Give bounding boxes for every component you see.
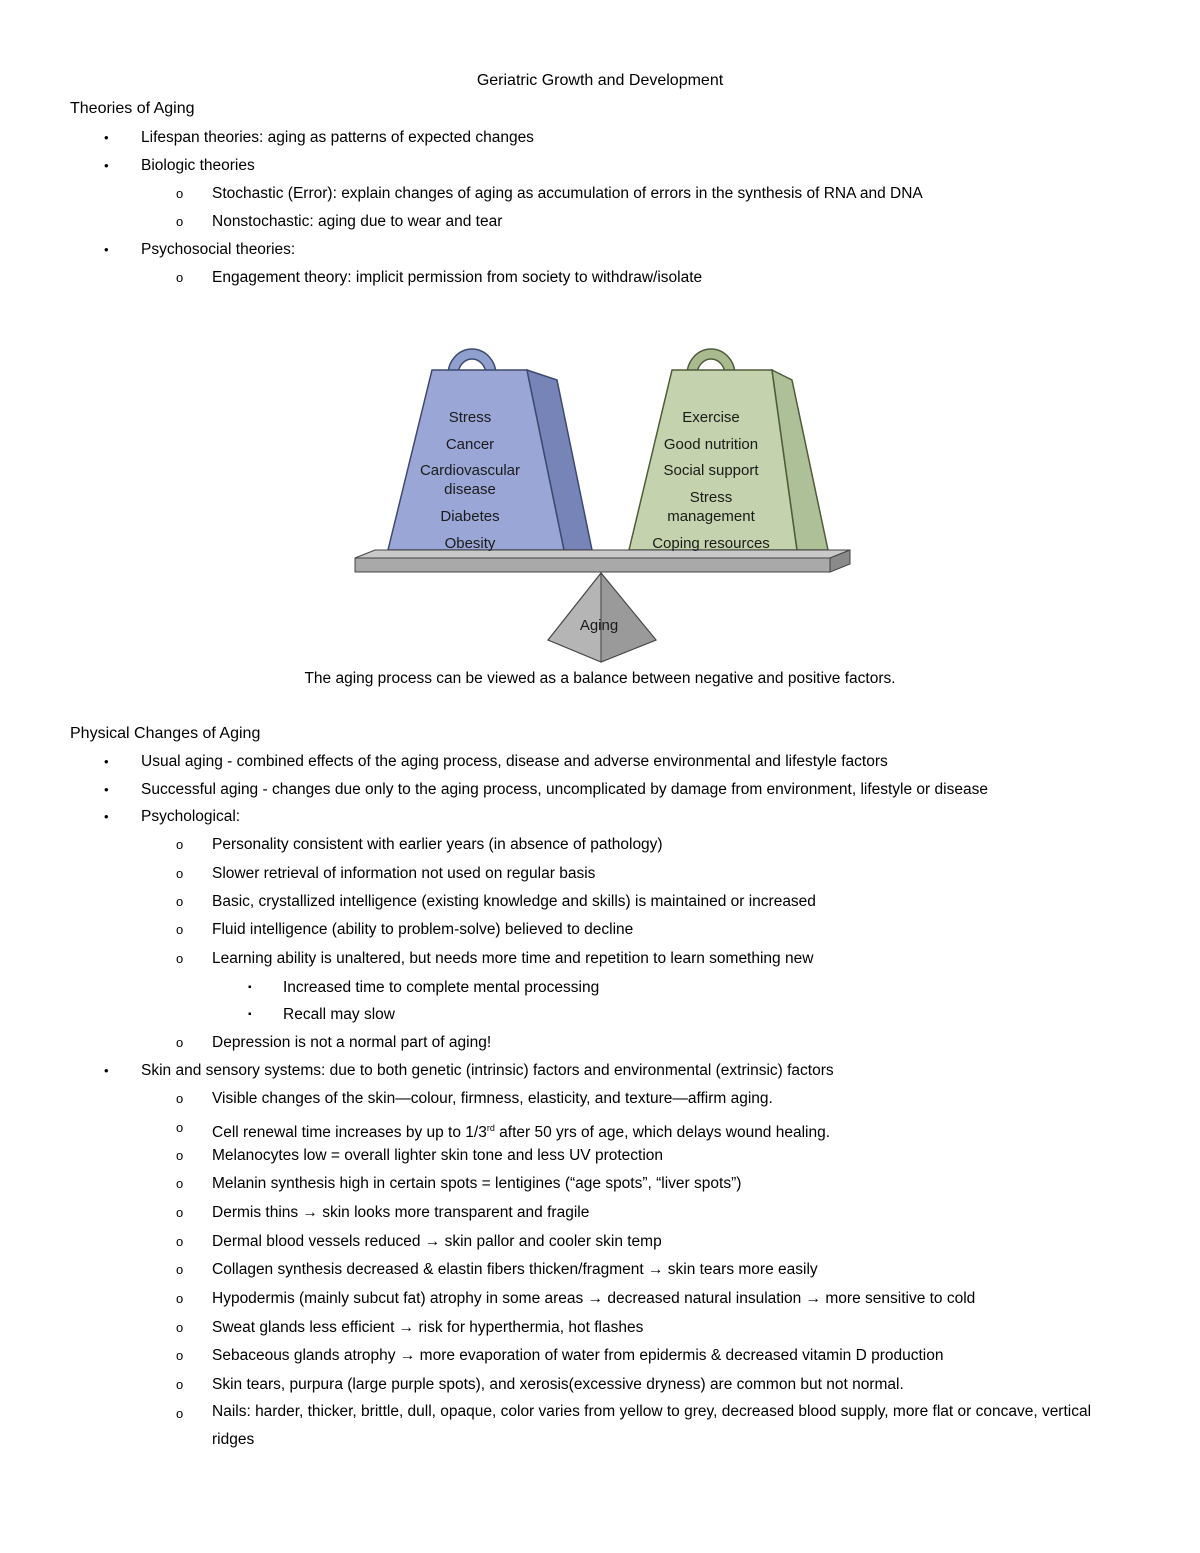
- list-item: Dermal blood vessels reduced → skin pallor and cooler skin temp: [212, 1233, 662, 1250]
- left-weight-label: Stress: [448, 409, 492, 426]
- bullet-marker: •: [104, 782, 109, 797]
- list-item: Biologic theories: [141, 157, 255, 174]
- circle-marker: o: [176, 1348, 184, 1363]
- circle-marker: o: [176, 1234, 184, 1249]
- bullet-marker: •: [104, 754, 109, 769]
- list-item: Sebaceous glands atrophy → more evaporation of water from epidermis & decreased vitamin D production: [212, 1347, 944, 1364]
- circle-marker: o: [176, 1035, 184, 1050]
- right-weight-label: Stress: [689, 489, 733, 506]
- circle-marker: o: [176, 1262, 184, 1277]
- circle-marker: o: [176, 186, 184, 201]
- list-item: Hypodermis (mainly subcut fat) atrophy in some areas → decreased natural insulation → more sensitive to cold: [212, 1290, 976, 1307]
- list-item: Collagen synthesis decreased & elastin fibers thicken/fragment → skin tears more easily: [212, 1261, 818, 1278]
- list-item: Melanin synthesis high in certain spots = lentigines (“age spots”, “liver spots”): [212, 1175, 742, 1192]
- circle-marker: o: [176, 1148, 184, 1163]
- list-item: Slower retrieval of information not used on regular basis: [212, 865, 596, 882]
- section-heading-theories: Theories of Aging: [70, 100, 195, 117]
- balance-scale-illustration: [352, 340, 852, 665]
- circle-marker: o: [176, 1091, 184, 1106]
- left-weight-label: Diabetes: [440, 508, 500, 525]
- list-item: Lifespan theories: aging as patterns of expected changes: [141, 129, 534, 146]
- list-item: Nonstochastic: aging due to wear and tear: [212, 213, 503, 230]
- beam-top: [355, 550, 850, 558]
- circle-marker: o: [176, 214, 184, 229]
- circle-marker: o: [176, 1406, 184, 1421]
- circle-marker: o: [176, 837, 184, 852]
- list-item: [212, 1118, 830, 1143]
- list-item: Stochastic (Error): explain changes of aging as accumulation of errors in the synthesis of RNA and DNA: [212, 185, 923, 202]
- section-heading-physical-changes: Physical Changes of Aging: [70, 725, 261, 742]
- circle-marker: o: [176, 866, 184, 881]
- list-item: Visible changes of the skin—colour, firmness, elasticity, and texture—affirm aging.: [212, 1090, 773, 1107]
- circle-marker: o: [176, 922, 184, 937]
- list-item: Usual aging - combined effects of the aging process, disease and adverse environmental and lifestyle factors: [141, 753, 888, 770]
- list-item: Recall may slow: [283, 1006, 395, 1023]
- figure-caption: The aging process can be viewed as a balance between negative and positive factors.: [304, 670, 896, 687]
- beam-front: [355, 558, 830, 572]
- list-item: Depression is not a normal part of aging!: [212, 1034, 492, 1051]
- list-item: Nails: harder, thicker, brittle, dull, opaque, color varies from yellow to grey, decreased blood supply, more flat or concave, vertical ridges: [212, 1403, 1092, 1448]
- circle-marker: o: [176, 894, 184, 909]
- bullet-marker: •: [104, 1063, 109, 1078]
- left-weight-label: disease: [444, 481, 496, 498]
- circle-marker: o: [176, 1205, 184, 1220]
- list-item: Learning ability is unaltered, but needs more time and repetition to learn something new: [212, 950, 814, 967]
- list-item: Personality consistent with earlier years (in absence of pathology): [212, 836, 663, 853]
- circle-marker: o: [176, 1320, 184, 1335]
- list-item: Increased time to complete mental processing: [283, 979, 600, 996]
- list-item: Engagement theory: implicit permission from society to withdraw/isolate: [212, 269, 703, 286]
- list-item: Skin and sensory systems: due to both genetic (intrinsic) factors and environmental (extrinsic) factors: [141, 1062, 834, 1079]
- bullet-marker: •: [104, 809, 109, 824]
- circle-marker: o: [176, 951, 184, 966]
- list-item: Successful aging - changes due only to the aging process, uncomplicated by damage from environment, lifestyle or disease: [141, 781, 988, 798]
- right-weight-label: Coping resources: [652, 535, 770, 552]
- circle-marker: o: [176, 1120, 184, 1135]
- list-item: Sweat glands less efficient → risk for hyperthermia, hot flashes: [212, 1319, 644, 1336]
- list-item: Skin tears, purpura (large purple spots), and xerosis(excessive dryness) are common but not normal.: [212, 1376, 904, 1393]
- left-weight-label: Cancer: [445, 436, 495, 453]
- list-item-text: after 50 yrs of age, which delays wound healing.: [494, 1124, 831, 1142]
- circle-marker: o: [176, 1291, 184, 1306]
- square-marker: ▪: [248, 1009, 252, 1020]
- bullet-marker: •: [104, 158, 109, 173]
- bullet-marker: •: [104, 242, 109, 257]
- list-item: Psychosocial theories:: [141, 241, 296, 258]
- right-weight-label: Social support: [663, 462, 759, 479]
- superscript: rd: [486, 1123, 495, 1133]
- list-item: Fluid intelligence (ability to problem-solve) believed to decline: [212, 921, 634, 938]
- list-item: Psychological:: [141, 808, 241, 825]
- document-title: Geriatric Growth and Development: [476, 72, 724, 89]
- circle-marker: o: [176, 270, 184, 285]
- left-weight-label: Obesity: [444, 535, 496, 552]
- circle-marker: o: [176, 1176, 184, 1191]
- list-item: Basic, crystallized intelligence (existing knowledge and skills) is maintained or increased: [212, 893, 816, 910]
- fulcrum-label: Aging: [579, 617, 619, 634]
- circle-marker: o: [176, 1377, 184, 1392]
- left-weight-label: Cardiovascular: [419, 462, 521, 479]
- list-item-text: Cell renewal time increases by up to 1/3: [212, 1124, 487, 1142]
- aging-balance-figure: [352, 340, 852, 665]
- right-weight-label: Exercise: [682, 409, 740, 426]
- list-item: Dermis thins → skin looks more transparent and fragile: [212, 1204, 590, 1221]
- right-weight-label: management: [667, 508, 755, 525]
- bullet-marker: •: [104, 130, 109, 145]
- square-marker: ▪: [248, 982, 252, 993]
- right-weight-label: Good nutrition: [663, 436, 759, 453]
- list-item: Melanocytes low = overall lighter skin tone and less UV protection: [212, 1147, 664, 1164]
